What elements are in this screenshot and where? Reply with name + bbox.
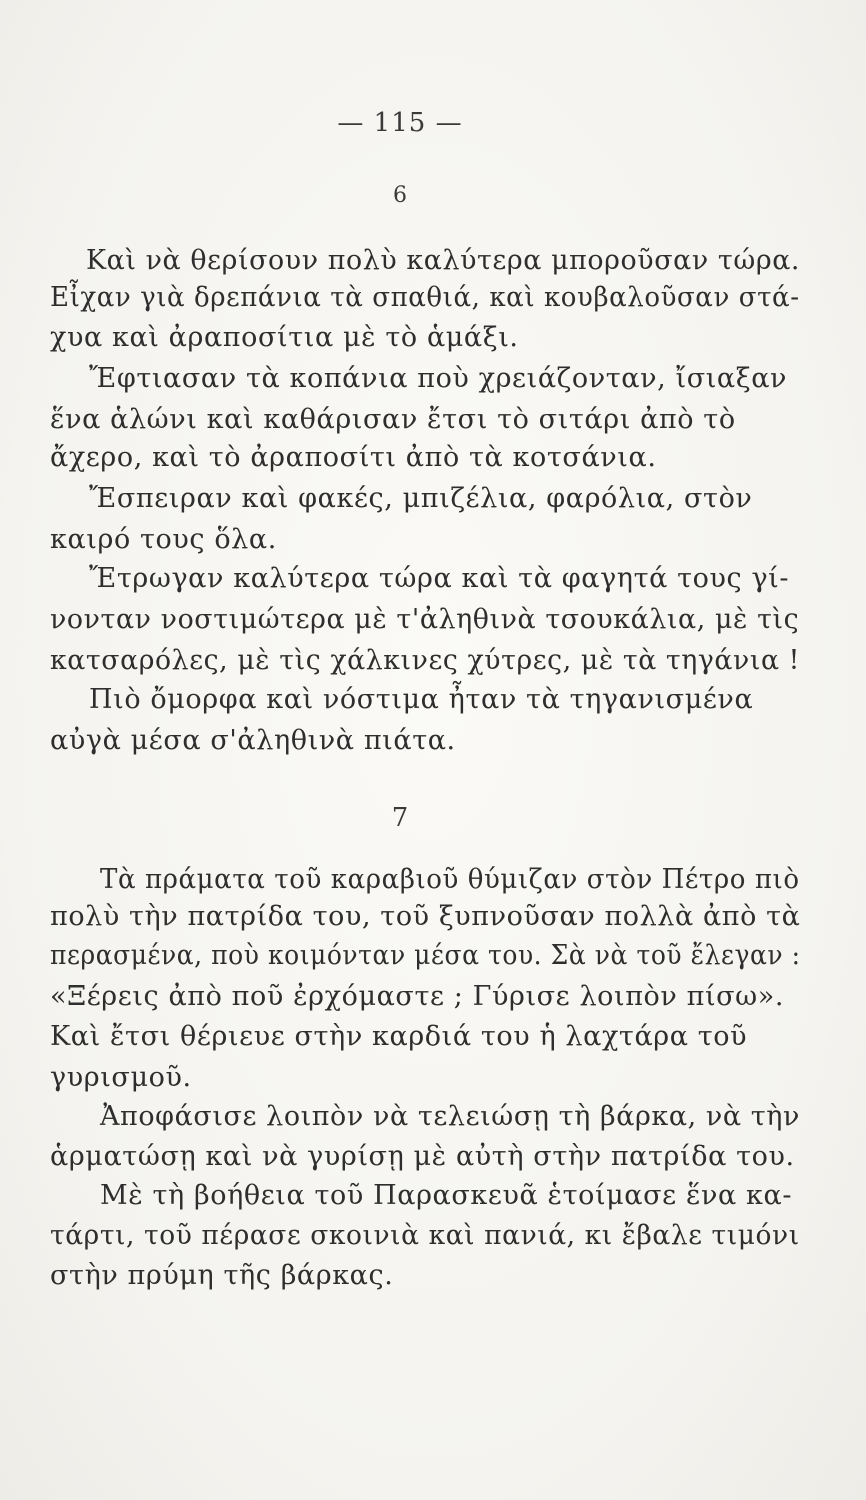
text-line: τάρτι, τοῦ πέρασε σκοινιὰ καὶ πανιά, κι ἔβαλε τιμόνι xyxy=(50,1220,800,1251)
text-line: περασμένα, ποὺ κοιμόνταν μέσα του. Σὰ νὰ τοῦ ἔλεγαν : xyxy=(50,940,801,971)
text-line: γυρισμοῦ. xyxy=(50,1062,192,1093)
text-line: Καὶ νὰ θερίσουν πολὺ καλύτερα μποροῦσαν τώρα. xyxy=(86,245,801,276)
text-line: Εἶχαν γιὰ δρεπάνια τὰ σπαθιά, καὶ κουβαλοῦσαν στά- xyxy=(50,282,800,313)
text-line: Ἀποφάσισε λοιπὸν νὰ τελειώσῃ τὴ βάρκα, νὰ τὴν xyxy=(100,1101,800,1132)
text-line: Ἔτρωγαν καλύτερα τώρα καὶ τὰ φαγητά τους γί- xyxy=(89,563,790,594)
text-line: πολὺ τὴν πατρίδα του, τοῦ ξυπνοῦσαν πολλὰ ἀπὸ τὰ xyxy=(50,901,801,932)
text-line: χυα καὶ ἀραποσίτια μὲ τὸ ἁμάξι. xyxy=(50,322,519,353)
text-line: Πιὸ ὄμορφα καὶ νόστιμα ἦταν τὰ τηγανισμένα xyxy=(89,684,754,715)
text-line: Τὰ πράματα τοῦ καραβιοῦ θύμιζαν στὸν Πέτρο πιὸ xyxy=(100,864,800,895)
text-line: ἁρματώσῃ καὶ νὰ γυρίσῃ μὲ αὐτὴ στὴν πατρίδα του. xyxy=(50,1141,795,1172)
text-line: Ἔφτιασαν τὰ κοπάνια ποὺ χρειάζονταν, ἴσιαξαν xyxy=(89,363,788,394)
section-number: 6 xyxy=(393,183,407,208)
text-line: Καὶ ἔτσι θέριευε στὴν καρδιά του ἡ λαχτάρα τοῦ xyxy=(50,1021,748,1052)
text-line: αὐγὰ μέσα σ'ἀληθινὰ πιάτα. xyxy=(50,725,456,756)
section-number: 7 xyxy=(391,803,409,833)
text-line: καιρό τους ὅλα. xyxy=(50,524,277,555)
text-line: «Ξέρεις ἀπὸ ποῦ ἐρχόμαστε ; Γύρισε λοιπὸν πίσω». xyxy=(50,981,785,1012)
text-line: στὴν πρύμη τῆς βάρκας. xyxy=(50,1260,394,1291)
page-number: — 115 — xyxy=(337,108,463,138)
text-line: κατσαρόλες, μὲ τὶς χάλκινες χύτρες, μὲ τὰ τηγάνια ! xyxy=(50,645,800,676)
text-line: ἄχερο, καὶ τὸ ἀραποσίτι ἀπὸ τὰ κοτσάνια. xyxy=(50,442,657,473)
text-line: νονταν νοστιμώτερα μὲ τ'ἀληθινὰ τσουκάλια, μὲ τὶς xyxy=(50,604,800,635)
text-line: Μὲ τὴ βοήθεια τοῦ Παρασκευᾶ ἑτοίμασε ἕνα κα- xyxy=(100,1180,793,1211)
text-line: Ἔσπειραν καὶ φακές, μπιζέλια, φαρόλια, στὸν xyxy=(89,483,753,514)
text-line: ἕνα ἁλώνι καὶ καθάρισαν ἔτσι τὸ σιτάρι ἀπὸ τὸ xyxy=(50,404,736,435)
